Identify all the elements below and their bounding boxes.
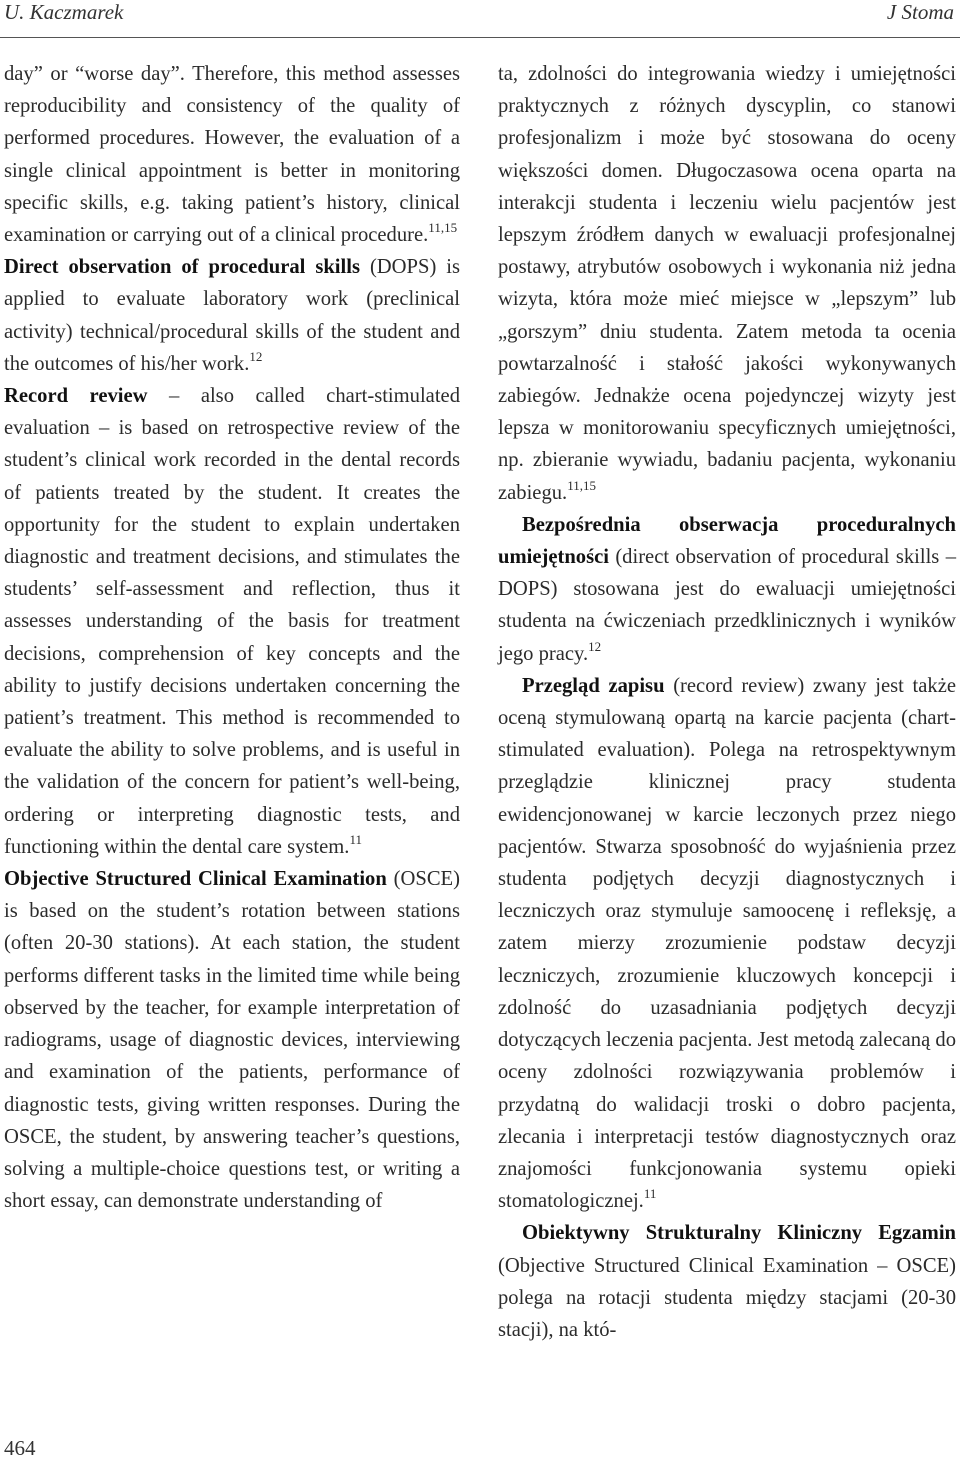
paragraph-osce [4, 863, 460, 1217]
paragraph-text: – also called chart-stimulated evaluation – is based on retrospective review of the student’s clinical work recorded in the dental records of patients treated by the student. It creates the opportunity for the student to explain undertaken diagnostic and treatment decisions, and stimulates the students’ self-assessment and reflection, thus it assesses understanding of the basis for treatment decisions, comprehension of key concepts and the ability to justify decisions undertaken concerning the patient’s treatment. This method is recommended to evaluate the ability to solve problems, and is useful in the validation of the concern for patient’s well-being, ordering or interpreting diagnostic tests, and functioning within the dental care system. [4, 385, 460, 858]
paragraph-text: (record review) zwany jest także oceną stymulowaną opartą na karcie pacjenta (chart-stimulated evaluation). Polega na retrospektywnym przeglądzie klinicznej pracy studenta ewidencjonowanej w karcie leczonych przez niego pacjentów. Stwarza sposobność do wyjaśnienia przez studenta podjętych decyzji diagnostycznych i leczniczych oraz stymuluje samoocenę i refleksję, a zatem mierzy zrozumienie podstaw decyzji leczniczych, zrozumienie kluczowych koncepcji i zdolność do uzasadniania podjętych decyzji dotyczących leczenia pacjenta. Jest metodą zalecaną do oceny zdolności rozwiązywania problemów i przydatną do walidacji troski o dobro pacjenta, zlecania i interpretacji testów diagnostycznych oraz znajomości funkcjonowania systemu opieki stomatologicznej. [498, 674, 956, 1213]
term-record-review: Record review [4, 385, 148, 408]
citation-ref: 12 [249, 348, 263, 364]
citation-ref: 12 [588, 638, 602, 654]
term-dops-pl: Bezpośrednia obserwacja proceduralnych umiejętności [498, 513, 956, 569]
polish-column [498, 58, 956, 1346]
citation-ref: 11 [643, 1186, 657, 1202]
paragraph-text: (direct observation of procedural skills – DOPS) stosowana jest do ewaluacji umiejętności studenta na ćwiczeniach przedklinicznych i wyników jego pracy. [498, 546, 956, 665]
paragraph-text: (OSCE) is based on the student’s rotation between stations (often 20-30 stations). At each station, the student performs different tasks in the limited time while being observed by the teacher, for example interpretation of radiograms, usage of diagnostic devices, interviewing and examination of the patients, performance of diagnostic tests, giving written responses. During the OSCE, the student, by answering teacher’s questions, solving a multiple-choice questions test, or writing a short essay, can demonstrate understanding of [4, 868, 460, 1213]
header-rule [0, 37, 960, 38]
paragraph-dops [4, 251, 460, 380]
page-number: 464 [4, 1436, 36, 1460]
term-dops: Direct observation of procedural skills [4, 256, 360, 279]
paragraph-text: day” or “worse day”. Therefore, this method assesses reproducibility and consistency of the quality of performed procedures. However, the evaluation of a single clinical appointment is better in monitoring specific skills, e.g. taking patient’s history, clinical examination or carrying out of a clinical procedure. [4, 63, 460, 247]
paragraph-appointment-evaluation [4, 58, 460, 251]
paragraph-record-review [4, 380, 460, 863]
citation-ref: 11,15 [428, 220, 458, 236]
paragraph-ocena-wizyty [498, 58, 956, 509]
paragraph-text: (Objective Structured Clinical Examination – OSCE) polega na rotacji studenta między stacjami (20-30 stacji), na któ- [498, 1254, 956, 1341]
paragraph-text: ta, zdolności do integrowania wiedzy i umiejętności praktycznych z różnych dyscyplin, co stanowi profesjonalizm i może być stosowana do oceny większości domen. Długoczasowa ocena oparta na interakcji studenta i leczeniu wielu pacjentów jest lepszym źródłem danych w ewaluacji profesjonalnej postawy, atrybutów osobowych i wykonania niż jedna wizyta, która może mieć miejsce w „lepszym” lub „gorszym” dniu studenta. Zatem metoda ta ocenia powtarzalność i stałość jakości wykonywanych zabiegów. Jednakże ocena pojedynczej wizyty jest lepsza w monitorowaniu specyficznych umiejętności, np. zbieranie wywiadu, badaniu pacjenta, wykonaniu zabiegu. [498, 63, 956, 504]
citation-ref: 11 [349, 831, 362, 847]
citation-ref: 11,15 [567, 477, 596, 493]
term-osce-pl: Obiektywny Strukturalny Kliniczny Egzamin [522, 1222, 956, 1245]
term-osce: Objective Structured Clinical Examination [4, 868, 387, 891]
paragraph-przeglad-zapisu [498, 670, 956, 1217]
running-header-author: U. Kaczmarek [4, 0, 124, 24]
paragraph-osce-pl [498, 1217, 956, 1346]
paragraph-dops-pl [498, 509, 956, 670]
english-column [4, 58, 460, 1217]
term-przeglad-zapisu: Przegląd zapisu [522, 674, 665, 697]
running-header-journal: J Stoma [886, 0, 954, 24]
paragraph-text: (DOPS) is applied to evaluate laboratory work (preclinical activity) technical/procedural skills of the student and the outcomes of his/her work. [4, 256, 461, 375]
